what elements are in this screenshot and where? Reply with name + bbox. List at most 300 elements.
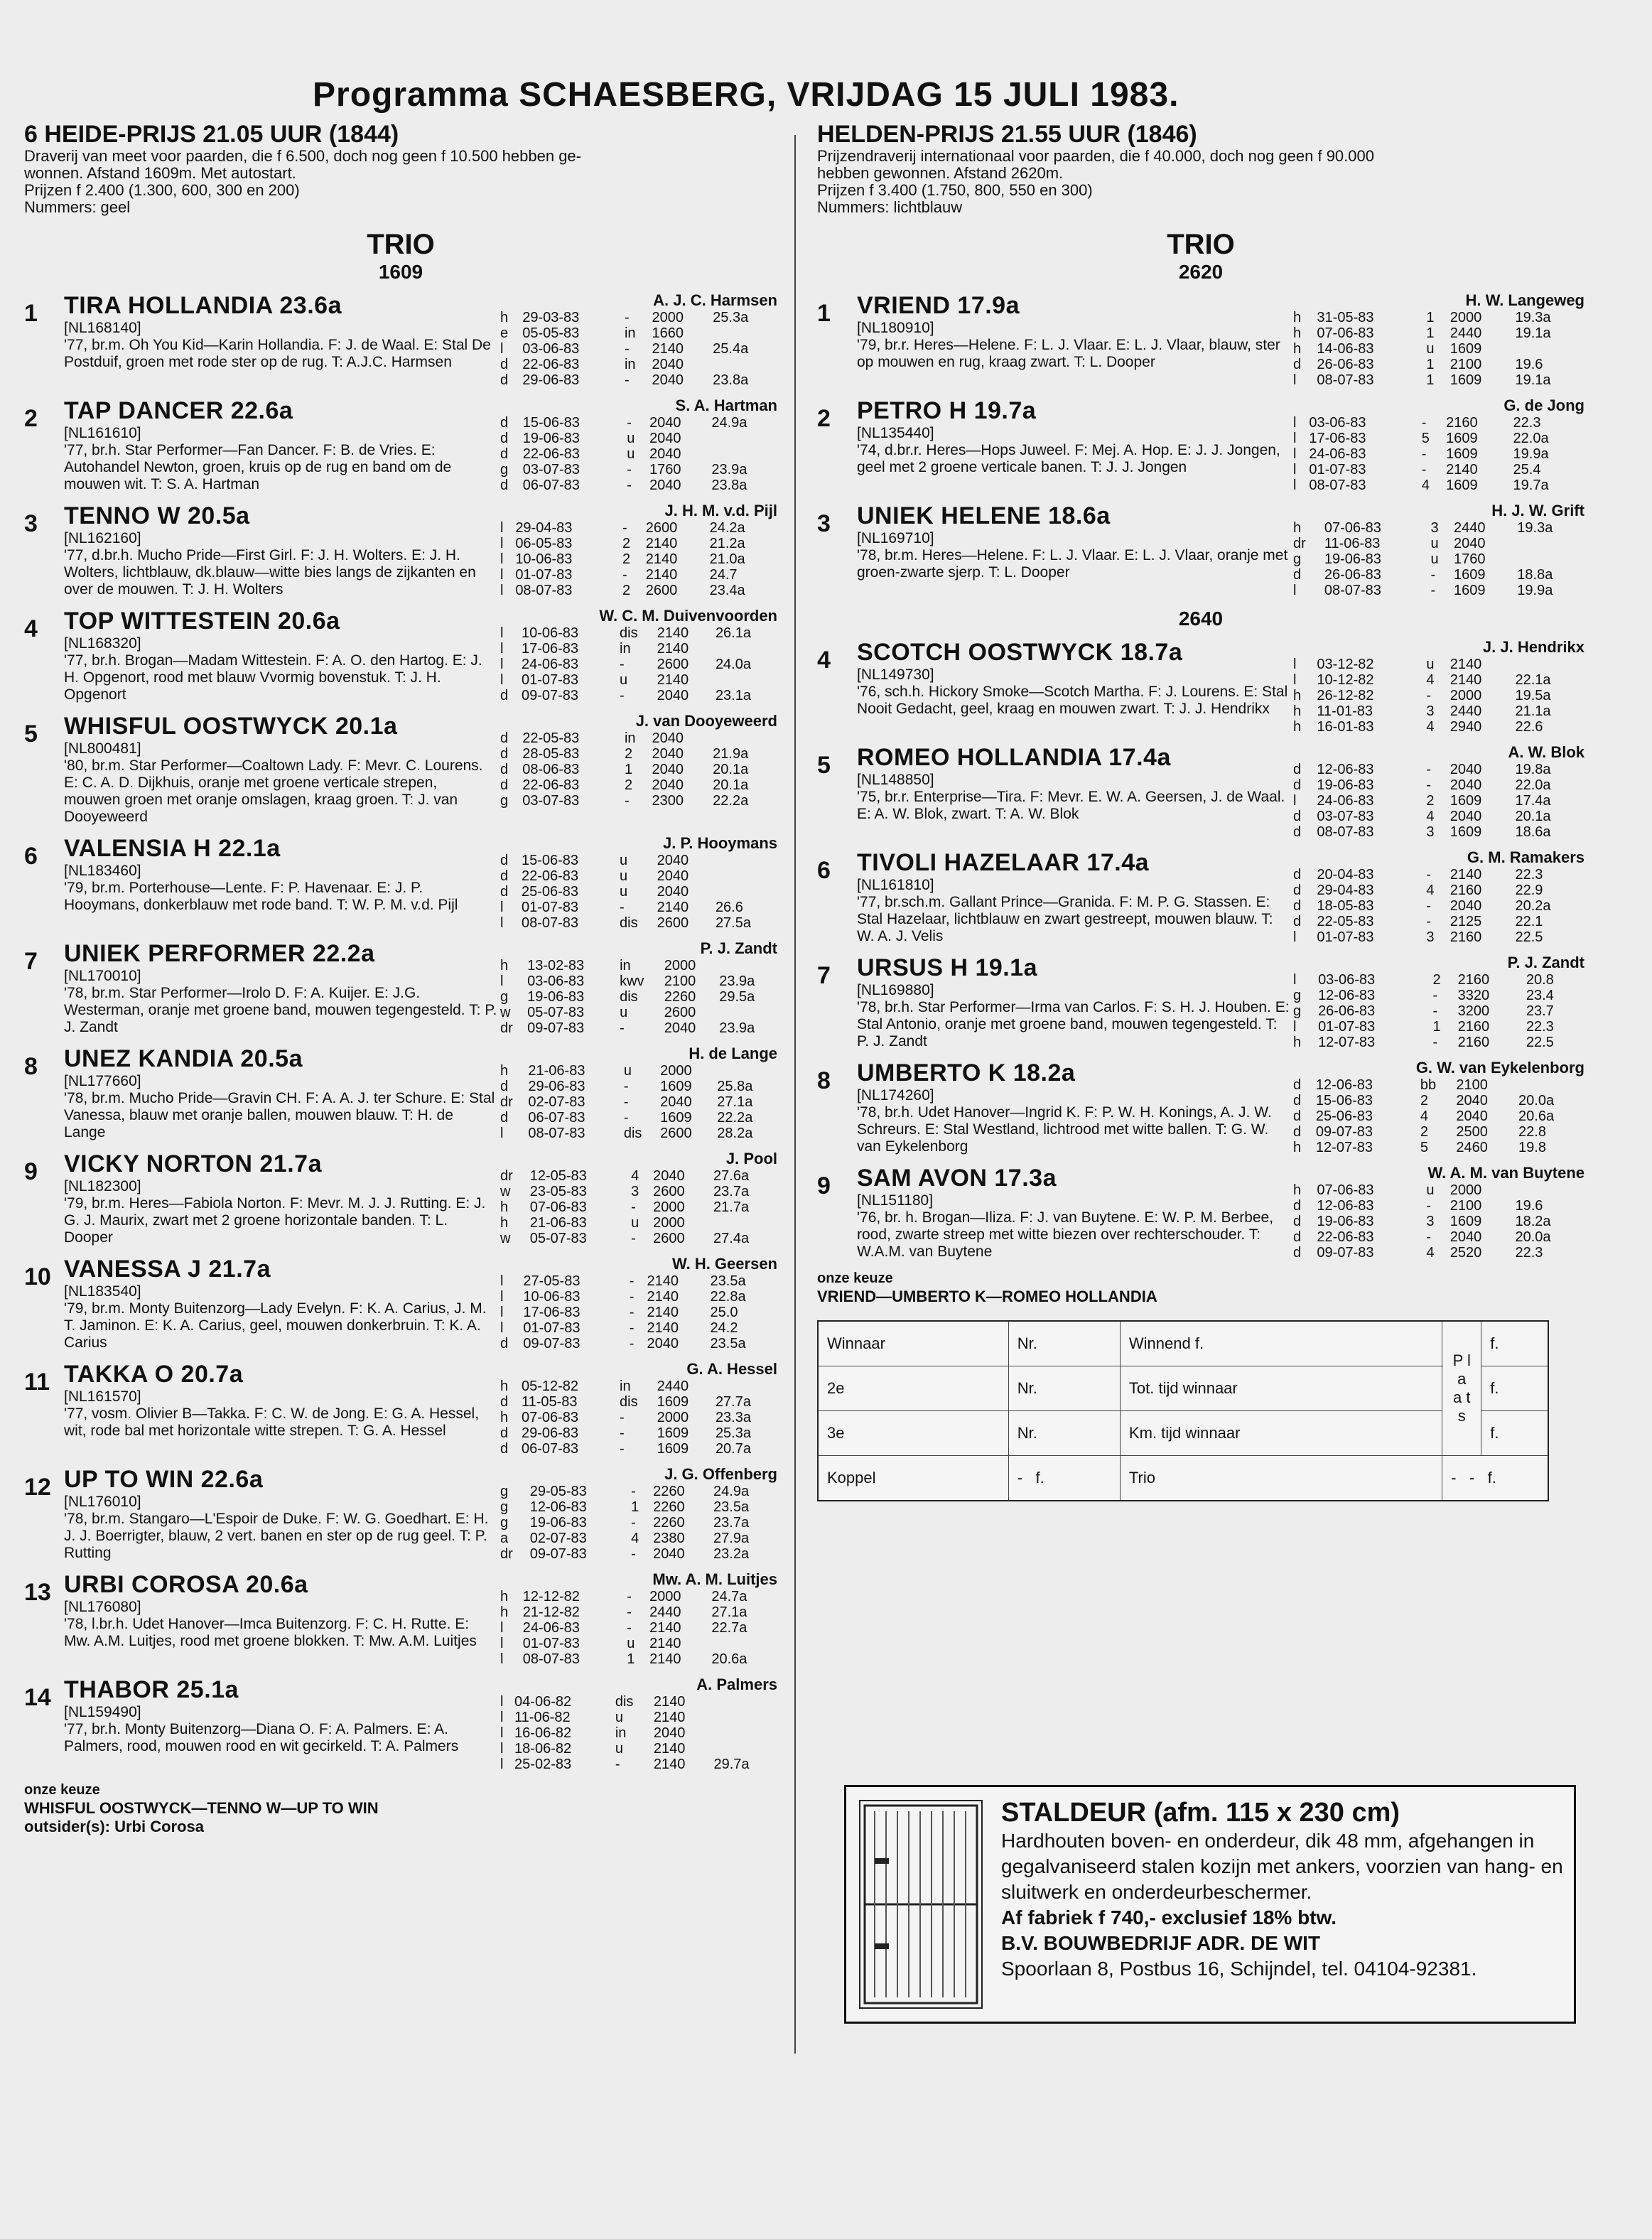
- run-cell: 2: [1432, 972, 1441, 988]
- recent-runs: [1290, 415, 1584, 493]
- run-cell: 15-06-83: [521, 853, 579, 868]
- run-row: [497, 1651, 777, 1667]
- run-cell: l: [500, 1305, 504, 1320]
- run-cell: 2040: [1449, 898, 1482, 914]
- horse-registration: [NL180910]: [857, 320, 934, 336]
- run-cell: 19.6: [1515, 357, 1543, 372]
- run-cell: l: [1293, 415, 1297, 431]
- run-cell: -: [627, 1589, 632, 1604]
- run-cell: 19.9a: [1513, 446, 1549, 462]
- run-cell: -: [1432, 1035, 1438, 1050]
- run-cell: 1609: [657, 1394, 689, 1410]
- run-cell: 01-07-83: [521, 900, 579, 915]
- recent-runs: [1290, 867, 1584, 945]
- horse-description: '78, br.m. Star Performer—Irolo D. F: A. Kuijer. E: J.G. Westerman, oranje met groene band, mouwen tegengesteld. T: P. J. Zandt: [64, 985, 497, 1035]
- horse-registration: [NL176080]: [64, 1599, 141, 1615]
- trainer-name: J. G. Offenberg: [664, 1465, 777, 1483]
- run-cell: 1: [624, 762, 633, 777]
- horse-entry: [817, 954, 1584, 1050]
- ad-text: [995, 1787, 1574, 2022]
- run-cell: dr: [500, 1094, 513, 1110]
- horse-number: 1: [817, 300, 831, 327]
- run-cell: in: [624, 730, 636, 746]
- run-cell: 2140: [647, 1320, 679, 1336]
- run-cell: 17-06-83: [523, 1305, 581, 1320]
- run-cell: l: [500, 1651, 504, 1667]
- run-cell: l: [500, 625, 504, 641]
- our-pick: VRIEND—UMBERTO K—ROMEO HOLLANDIA: [817, 1288, 1157, 1305]
- run-cell: 2600: [645, 583, 678, 598]
- run-row: [497, 884, 777, 900]
- run-row: [497, 583, 777, 598]
- tote-cell: [1008, 1456, 1120, 1501]
- run-cell: [711, 1741, 777, 1757]
- horse-info: [64, 834, 497, 931]
- run-row: [1290, 793, 1584, 809]
- run-cell: 23.3a: [715, 1410, 751, 1425]
- horse-form: [1290, 954, 1584, 1050]
- trainer-name: W. C. M. Duivenvoorden: [599, 607, 777, 625]
- run-cell: l: [500, 1126, 504, 1141]
- run-cell: d: [1293, 1124, 1302, 1140]
- run-cell: 27.6a: [713, 1168, 750, 1184]
- horse-entry: [24, 607, 777, 703]
- run-cell: -: [627, 415, 632, 431]
- run-cell: 29.7a: [713, 1757, 750, 1772]
- run-cell: -: [615, 1757, 620, 1772]
- run-cell: d: [1293, 867, 1302, 883]
- run-cell: 23.7: [1526, 1003, 1554, 1019]
- run-cell: 08-07-83: [1324, 583, 1381, 598]
- run-cell: 2260: [653, 1484, 685, 1499]
- tote-cell: f.: [1481, 1411, 1548, 1456]
- outsider-pick: outsider(s): Urbi Corosa: [24, 1818, 205, 1835]
- horse-name: URBI COROSA 20.6a: [64, 1571, 308, 1598]
- run-cell: e: [500, 325, 509, 341]
- run-cell: [711, 1694, 777, 1710]
- run-cell: d: [500, 853, 509, 868]
- run-cell: 2040: [652, 372, 684, 388]
- run-cell: 24.0a: [715, 657, 751, 672]
- run-cell: -: [629, 1289, 635, 1305]
- run-cell: d: [500, 1394, 509, 1410]
- run-cell: 1609: [1449, 824, 1482, 840]
- run-cell: h: [1293, 703, 1302, 719]
- run-cell: 26.6: [715, 900, 743, 915]
- run-cell: h: [1293, 1182, 1302, 1198]
- run-cell: 4: [1426, 809, 1435, 824]
- horse-list: [817, 291, 1584, 598]
- run-cell: d: [1293, 777, 1302, 793]
- run-cell: 20.1a: [713, 777, 749, 793]
- horse-info: [857, 291, 1290, 388]
- run-cell: -: [1426, 1229, 1431, 1245]
- run-cell: d: [500, 688, 509, 703]
- run-cell: 02-07-83: [528, 1094, 585, 1110]
- run-cell: -: [620, 1410, 625, 1425]
- run-cell: 26-06-83: [1317, 357, 1374, 372]
- run-cell: 2380: [653, 1531, 685, 1546]
- run-cell: 03-06-83: [1309, 415, 1366, 431]
- run-cell: 21.0a: [709, 551, 745, 567]
- run-cell: d: [500, 868, 509, 884]
- run-cell: 23.8a: [711, 478, 747, 493]
- run-cell: u: [627, 1636, 635, 1651]
- run-cell: 01-07-83: [521, 672, 579, 688]
- horse-registration: [NL183460]: [64, 863, 141, 879]
- run-cell: 11-06-82: [514, 1710, 571, 1725]
- horse-info: [857, 848, 1290, 945]
- run-cell: -: [1421, 462, 1427, 478]
- horse-form: [1290, 1059, 1584, 1155]
- run-cell: 1609: [1446, 431, 1478, 446]
- horse-name: TOP WITTESTEIN 20.6a: [64, 608, 340, 635]
- run-cell: 18-06-82: [514, 1741, 572, 1757]
- run-cell: -: [631, 1231, 636, 1246]
- horse-entry: [24, 1045, 777, 1141]
- run-cell: 24-06-83: [521, 657, 579, 672]
- run-cell: 08-07-83: [521, 915, 579, 931]
- run-row: [1290, 867, 1584, 883]
- run-cell: 2440: [657, 1379, 689, 1394]
- run-cell: 26-06-83: [1318, 1003, 1376, 1019]
- run-cell: 27.4a: [713, 1231, 750, 1246]
- run-row: [497, 357, 777, 372]
- run-cell: l: [1293, 657, 1297, 672]
- run-cell: 1609: [1449, 372, 1482, 388]
- run-cell: kwv: [620, 973, 644, 989]
- run-cell: -: [627, 1604, 632, 1620]
- run-cell: 2140: [649, 1620, 681, 1636]
- horse-entry: [817, 848, 1584, 945]
- run-cell: d: [500, 478, 509, 493]
- horse-info: [64, 939, 497, 1036]
- run-cell: 09-07-83: [527, 1020, 585, 1036]
- horse-description: '78, br.m. Mucho Pride—Gravin CH. F: A. A. J. ter Schure. E: Stal Vanessa, blauw met oranje ballen, mouwen blauw. T: H. de Lange: [64, 1090, 495, 1140]
- race-desc-line: Prijzen f 2.400 (1.300, 600, 300 en 200): [24, 181, 300, 199]
- horse-number: 7: [817, 962, 831, 989]
- run-cell: 29-05-83: [529, 1484, 587, 1499]
- horse-info: [64, 712, 497, 826]
- run-cell: l: [500, 1725, 504, 1741]
- run-cell: 2140: [657, 900, 689, 915]
- horse-entry: [24, 396, 777, 493]
- horse-entry: [817, 743, 1584, 840]
- run-cell: 22-05-83: [1317, 914, 1374, 929]
- run-cell: 2100: [1449, 1198, 1482, 1214]
- run-cell: l: [500, 641, 504, 657]
- run-cell: 2140: [645, 536, 678, 551]
- horse-description: '79, br.r. Heres—Helene. F: L. J. Vlaar. E: L. J. Vlaar, blauw, ster op mouwen en rug, kraag zwart. T: L. Dooper: [857, 337, 1280, 370]
- run-cell: 1609: [660, 1079, 692, 1094]
- run-cell: 2040: [653, 1546, 685, 1562]
- run-cell: w: [500, 1005, 511, 1020]
- run-row: [1290, 703, 1584, 719]
- run-row: [497, 641, 777, 657]
- run-cell: 23.7a: [713, 1515, 750, 1531]
- trainer-name: A. J. C. Harmsen: [653, 291, 777, 309]
- run-cell: 2440: [649, 1604, 681, 1620]
- run-row: [497, 1589, 777, 1604]
- run-cell: -: [629, 1305, 635, 1320]
- run-cell: 4: [1426, 883, 1435, 898]
- run-cell: 21-12-82: [522, 1604, 580, 1620]
- run-row: [497, 1694, 777, 1710]
- run-cell: d: [500, 1441, 509, 1457]
- run-row: [1290, 824, 1584, 840]
- run-cell: d: [500, 746, 509, 762]
- run-cell: h: [1293, 688, 1302, 703]
- run-cell: d: [1293, 914, 1302, 929]
- run-cell: 2140: [657, 641, 689, 657]
- run-cell: 19.8a: [1515, 762, 1551, 777]
- horse-description: '74, d.br.r. Heres—Hops Juweel. F: Mej. A. Hop. E: J. J. Jongen, geel met 2 groene verticale banen. T: J. J. Jongen: [857, 442, 1280, 475]
- run-cell: 2: [622, 583, 631, 598]
- run-row: [497, 915, 777, 931]
- run-cell: l: [1293, 431, 1297, 446]
- recent-runs: [1290, 762, 1584, 840]
- run-row: [497, 1126, 777, 1141]
- horse-info: [857, 1164, 1290, 1261]
- run-cell: 1: [631, 1499, 639, 1515]
- run-cell: 2: [1420, 1124, 1429, 1140]
- run-cell: 25.0: [710, 1305, 738, 1320]
- run-cell: 03-06-83: [527, 973, 585, 989]
- run-cell: 2000: [657, 1410, 689, 1425]
- horse-registration: [NL151180]: [857, 1192, 934, 1209]
- run-row: [1290, 777, 1584, 793]
- run-cell: l: [500, 672, 504, 688]
- run-row: [497, 1005, 777, 1020]
- run-cell: -: [622, 567, 627, 583]
- run-cell: [1513, 657, 1585, 672]
- run-cell: 2260: [664, 989, 696, 1005]
- horse-entry: [24, 291, 777, 388]
- recent-runs: [1290, 1077, 1584, 1155]
- run-cell: 2040: [652, 730, 684, 746]
- run-cell: 19.9a: [1517, 583, 1553, 598]
- tote-cell: Tot. tijd winnaar: [1120, 1366, 1442, 1411]
- run-cell: d: [500, 1110, 509, 1126]
- run-row: [1290, 310, 1584, 325]
- right-column: [817, 121, 1584, 1501]
- run-cell: [714, 1063, 777, 1079]
- run-cell: 1609: [660, 1110, 692, 1126]
- trainer-name: Mw. A. M. Luitjes: [652, 1570, 777, 1588]
- run-row: [1290, 1003, 1584, 1019]
- run-cell: 25.3a: [713, 310, 749, 325]
- run-cell: h: [500, 1215, 509, 1231]
- run-cell: 2040: [1456, 1093, 1488, 1108]
- run-cell: 1609: [1449, 1214, 1482, 1229]
- run-cell: 5: [1420, 1140, 1429, 1155]
- run-cell: u: [620, 1005, 628, 1020]
- tote-f: f.: [1487, 1469, 1496, 1487]
- horse-name: SCOTCH OOSTWYCK 18.7a: [857, 639, 1183, 666]
- run-row: [1290, 1124, 1584, 1140]
- run-cell: 22.7a: [711, 1620, 747, 1636]
- run-row: [497, 1636, 777, 1651]
- run-cell: d: [500, 777, 509, 793]
- run-cell: 2000: [652, 310, 684, 325]
- horse-info: [64, 1676, 497, 1772]
- run-cell: 19.8: [1518, 1140, 1546, 1155]
- run-cell: 12-06-83: [1317, 762, 1374, 777]
- run-cell: 2040: [657, 868, 689, 884]
- run-cell: h: [500, 958, 509, 973]
- tote-cell: Nr.: [1008, 1321, 1120, 1366]
- horse-entry: [24, 1465, 777, 1562]
- run-cell: 24-06-83: [1309, 446, 1366, 462]
- run-cell: 2140: [653, 1757, 686, 1772]
- horse-info: [64, 1570, 497, 1667]
- run-cell: 01-07-83: [523, 1320, 581, 1336]
- run-cell: 11-06-83: [1324, 536, 1381, 551]
- run-row: [497, 777, 777, 793]
- run-cell: l: [500, 341, 504, 357]
- run-row: [497, 1184, 777, 1199]
- run-cell: -: [1421, 446, 1427, 462]
- run-cell: 2: [1426, 793, 1435, 809]
- run-cell: 25.3a: [715, 1425, 751, 1441]
- run-cell: 19.7a: [1513, 478, 1549, 493]
- run-cell: 2040: [652, 777, 684, 793]
- run-cell: h: [500, 1063, 509, 1079]
- horse-form: [497, 1465, 777, 1562]
- run-cell: 4: [1421, 478, 1430, 493]
- page-title: Programma SCHAESBERG, VRIJDAG 15 JULI 1983.: [313, 76, 1179, 114]
- run-row: [497, 1484, 777, 1499]
- tote-cell: f.: [1481, 1366, 1548, 1411]
- race-desc-line: Draverij van meet voor paarden, die f 6.500, doch nog geen f 10.500 hebben ge-: [24, 147, 581, 165]
- run-cell: -: [620, 657, 625, 672]
- run-cell: 2140: [649, 1651, 681, 1667]
- run-cell: 18-05-83: [1317, 898, 1374, 914]
- recent-runs: [497, 310, 777, 388]
- run-cell: 2940: [1449, 719, 1482, 735]
- run-cell: -: [627, 462, 632, 478]
- run-row: [497, 672, 777, 688]
- run-cell: 16-06-82: [514, 1725, 572, 1741]
- trainer-name: A. W. Blok: [1508, 743, 1584, 761]
- run-cell: 10-06-83: [515, 551, 573, 567]
- run-cell: [710, 325, 777, 341]
- run-cell: 03-07-83: [1317, 809, 1374, 824]
- race-desc-line: hebben gewonnen. Afstand 2620m.: [817, 164, 1064, 182]
- tote-cell: [1442, 1456, 1548, 1501]
- run-cell: 19.1a: [1515, 372, 1551, 388]
- horse-number: 13: [24, 1579, 51, 1606]
- run-cell: 3: [1430, 520, 1439, 536]
- run-cell: h: [1293, 719, 1302, 735]
- horse-entry: [817, 291, 1584, 388]
- run-cell: 23.1a: [715, 688, 751, 703]
- horse-number: 7: [24, 948, 38, 975]
- run-cell: d: [1293, 357, 1302, 372]
- run-row: [1290, 1198, 1584, 1214]
- horse-number: 6: [817, 857, 831, 884]
- run-row: [1290, 583, 1584, 598]
- run-cell: -: [1430, 583, 1436, 598]
- run-cell: dis: [623, 1126, 642, 1141]
- run-cell: 09-07-83: [523, 1336, 581, 1352]
- horse-number: 2: [817, 405, 831, 432]
- trainer-name: G. de Jong: [1503, 396, 1584, 414]
- run-row: [497, 1757, 777, 1772]
- horse-form: [1290, 1164, 1584, 1261]
- run-cell: l: [1293, 672, 1297, 688]
- race-desc-line: Prijzen f 3.400 (1.750, 800, 550 en 300): [817, 181, 1093, 199]
- run-cell: in: [624, 325, 636, 341]
- run-cell: 4: [631, 1168, 639, 1184]
- run-cell: 25.4a: [713, 341, 749, 357]
- run-cell: -: [1432, 988, 1438, 1003]
- horse-number: 9: [24, 1158, 38, 1185]
- run-cell: 2: [624, 746, 633, 762]
- run-cell: 09-07-83: [521, 688, 579, 703]
- run-cell: 07-06-83: [521, 1410, 579, 1425]
- run-cell: u: [631, 1215, 639, 1231]
- run-cell: d: [500, 1079, 509, 1094]
- horse-number: 6: [24, 843, 38, 870]
- run-cell: 2140: [1449, 657, 1482, 672]
- horse-entry: [24, 712, 777, 826]
- run-cell: l: [500, 567, 504, 583]
- run-cell: l: [500, 520, 504, 536]
- run-cell: 20.6a: [711, 1651, 747, 1667]
- recent-runs: [1290, 1182, 1584, 1261]
- run-cell: g: [500, 1484, 509, 1499]
- trainer-name: J. van Dooyeweerd: [635, 712, 777, 730]
- run-cell: d: [1293, 1198, 1302, 1214]
- run-row: [1290, 898, 1584, 914]
- horse-form: [1290, 743, 1584, 840]
- run-cell: g: [500, 1515, 509, 1531]
- run-cell: 26.1a: [715, 625, 751, 641]
- run-cell: 05-07-83: [529, 1231, 587, 1246]
- run-cell: d: [500, 431, 509, 446]
- run-cell: [1516, 1077, 1584, 1093]
- horse-info: [64, 1465, 497, 1562]
- run-cell: 06-05-83: [515, 536, 573, 551]
- run-cell: 2440: [1454, 520, 1486, 536]
- horse-number: 12: [24, 1474, 51, 1501]
- run-cell: -: [624, 372, 630, 388]
- run-row: [1290, 1229, 1584, 1245]
- run-row: [497, 567, 777, 583]
- pick-label: onze keuze: [24, 1782, 100, 1798]
- run-cell: 07-06-83: [1317, 325, 1374, 341]
- run-cell: 16-01-83: [1317, 719, 1374, 735]
- run-cell: 2040: [649, 478, 681, 493]
- run-cell: d: [1293, 762, 1302, 777]
- run-cell: in: [620, 641, 631, 657]
- horse-entry: [24, 1150, 777, 1246]
- horse-list: [24, 291, 777, 1772]
- run-row: [1290, 657, 1584, 672]
- run-cell: g: [500, 989, 509, 1005]
- race-desc-line: Nummers: lichtblauw: [817, 198, 963, 216]
- run-cell: 4: [1420, 1108, 1429, 1124]
- run-cell: -: [629, 1320, 635, 1336]
- horse-form: [1290, 291, 1584, 388]
- run-cell: 23.7a: [713, 1184, 750, 1199]
- run-cell: in: [620, 1379, 631, 1394]
- run-cell: l: [1293, 1019, 1297, 1035]
- horse-form: [497, 1360, 777, 1457]
- run-cell: 22.9: [1515, 883, 1543, 898]
- run-cell: 12-07-83: [1315, 1140, 1373, 1155]
